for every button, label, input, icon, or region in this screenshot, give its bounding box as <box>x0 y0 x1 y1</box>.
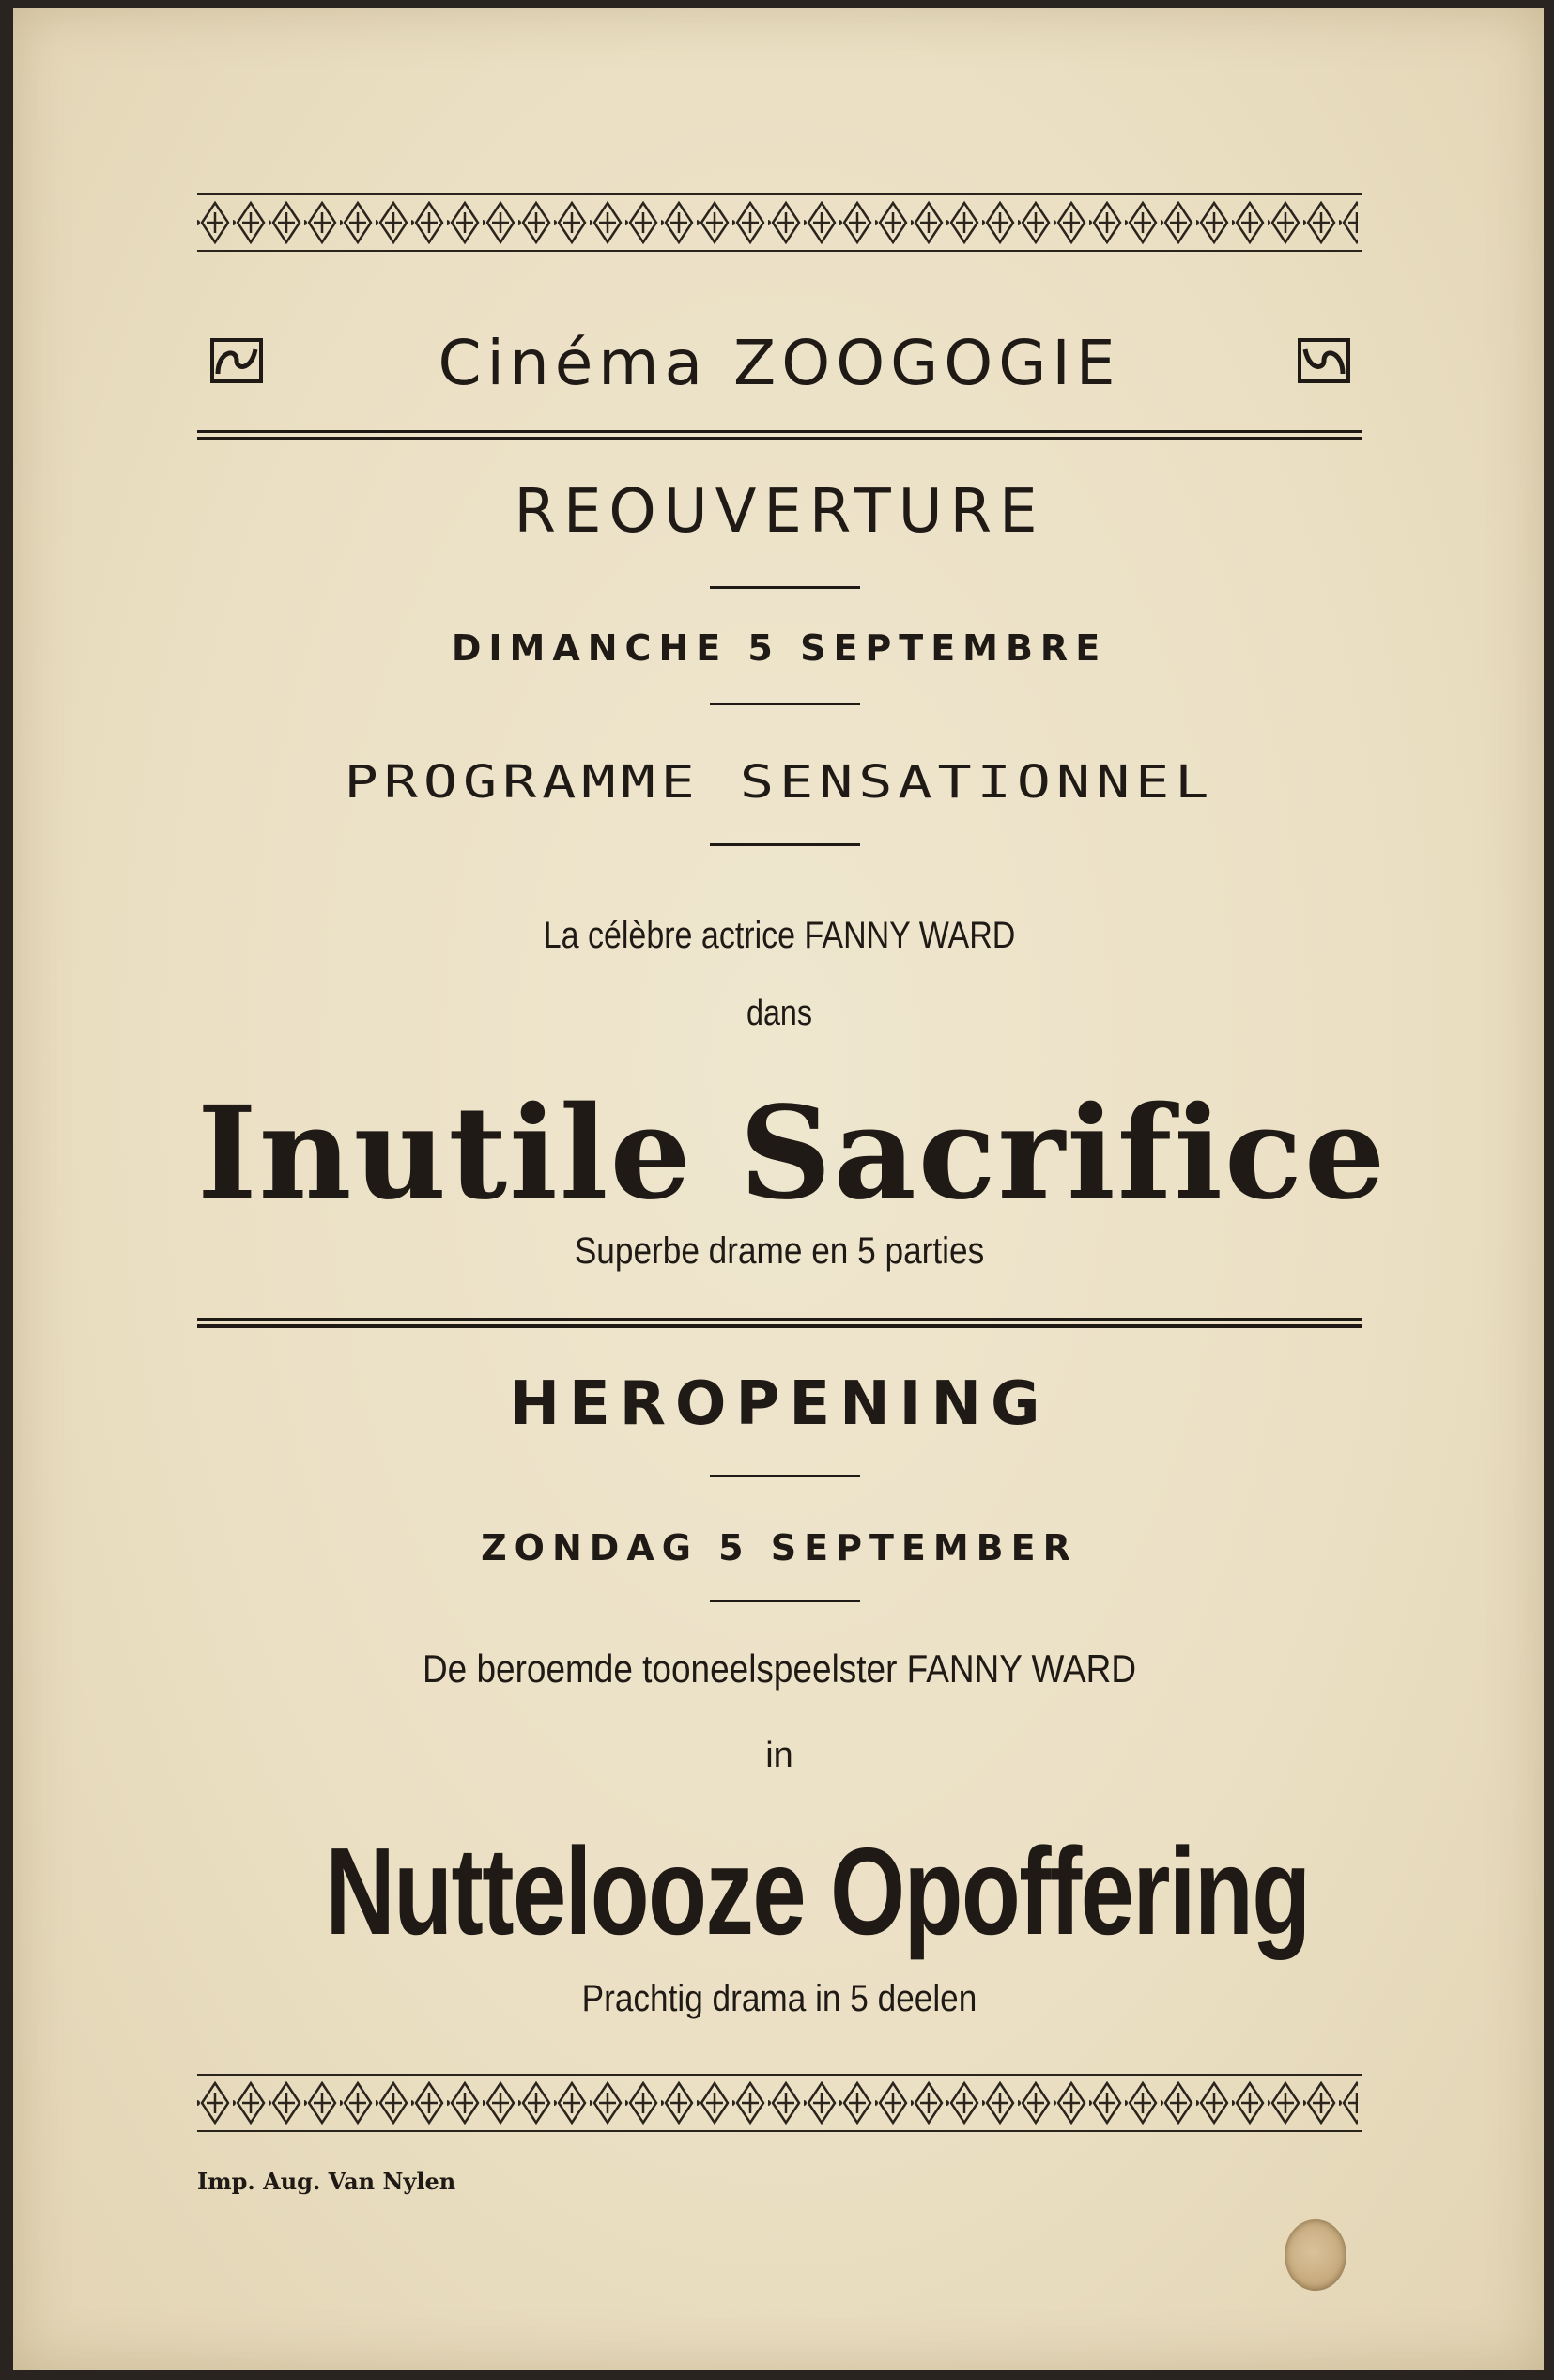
programme-page <box>13 8 1544 2370</box>
dutch-subtitle: Prachtig drama in 5 deelen <box>581 1978 977 2019</box>
short-rule <box>710 586 860 589</box>
top-ornament-band <box>197 193 1362 252</box>
short-rule <box>710 1600 860 1602</box>
printer-imprint: Imp. Aug. Van Nylen <box>197 2168 456 2195</box>
content-column <box>197 8 1388 2370</box>
french-intro: La célèbre actrice FANNY WARD <box>543 915 1016 956</box>
punch-hole <box>1285 2219 1346 2291</box>
ornament-pattern-icon <box>197 2076 1358 2130</box>
french-program-line: PROGRAMME SENSATIONNEL <box>344 756 1215 809</box>
cinema-title: Cinéma ZOOGOGIE <box>438 327 1121 399</box>
short-rule <box>710 1475 860 1477</box>
bottom-ornament-band <box>197 2074 1362 2132</box>
dutch-date: ZONDAG 5 SEPTEMBER <box>481 1527 1078 1569</box>
french-film-title: Inutile Sacrifice <box>197 1078 1388 1229</box>
french-subtitle: Superbe drame en 5 parties <box>574 1230 985 1272</box>
dutch-heading: HEROPENING <box>509 1369 1050 1439</box>
divider <box>197 430 1362 441</box>
dutch-connector: in <box>765 1736 793 1775</box>
french-connector: dans <box>746 994 813 1033</box>
dutch-intro: De beroemde tooneelspeelster FANNY WARD <box>422 1646 1137 1691</box>
divider <box>197 1318 1362 1329</box>
short-rule <box>710 843 860 846</box>
right-deco-icon <box>1298 338 1350 383</box>
short-rule <box>710 703 860 705</box>
french-date: DIMANCHE 5 SEPTEMBRE <box>451 627 1108 669</box>
ornament-pattern-icon <box>197 195 1358 250</box>
dutch-film-title: Nuttelooze Opoffering <box>325 1822 1310 1960</box>
french-heading: REOUVERTURE <box>514 477 1045 547</box>
